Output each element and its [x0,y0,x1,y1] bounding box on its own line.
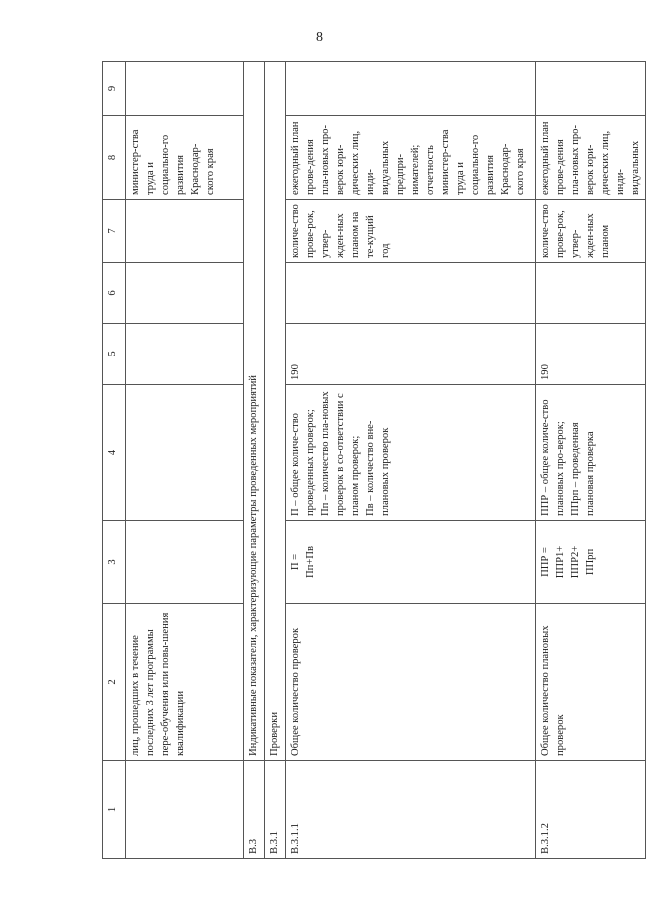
table-cell [126,521,244,604]
row-source: ежегодный план прове-дения пла-новых про-верок юри-дических лиц, инди-видуальных [536,116,646,200]
row-value: 190 [286,324,536,385]
rotated-table-content [102,62,641,859]
table-cell [536,263,646,324]
column-number: 6 [103,263,126,324]
table-cell [536,62,646,116]
row-name: Общее количество плановых проверок [536,604,646,761]
row-code: В.3.1.2 [536,761,646,859]
row-unit: количе-ство прове-рок, утвер-жден-ных планом [536,200,646,263]
subsection-title: Проверки [265,62,286,761]
row-description: ППР – общее количе-ство плановых про-верок; ППрп – проведенная плановая проверка [536,385,646,521]
subsection-row [265,62,286,859]
row-description: П – общее количе-ство проведенных проверок; Пп – количество пла-новых проверок в со-ответствии с планом проверок; Пв – количество вне-плановых проверок [286,385,536,521]
column-number: 5 [103,324,126,385]
subsection-code: В.3.1 [265,761,286,859]
table-cell [126,200,244,263]
page-number: 8 [316,30,323,45]
row-formula: ППР = ППР1+ ППР2+ ППрп [536,521,646,604]
table-cell: лиц, прошедших в течение последних 3 лет программы пере-обучения или повы-шения квалификации [126,604,244,761]
table-cell [126,324,244,385]
rotated-table-frame [102,62,641,859]
row-name: Общее количество проверок [286,604,536,761]
row-formula: П = Пп+Пв [286,521,536,604]
column-number: 9 [103,62,126,116]
row-code: В.3.1.1 [286,761,536,859]
column-number: 2 [103,604,126,761]
row-unit: количе-ство прове-рок, утвер-жден-ных планом на те-кущий год [286,200,536,263]
indicator-table [102,61,646,859]
section-code: В.3 [244,761,265,859]
row-value: 190 [536,324,646,385]
column-number: 8 [103,116,126,200]
column-number: 1 [103,761,126,859]
column-number-row [103,62,126,859]
table-row [286,62,536,859]
row-source: ежегодный план прове-дения пла-новых про-верок юри-дических лиц, инди-видуальных предпри-нимателей; отчетность министер-ства труда и социально-го развития Краснодар-ского края [286,116,536,200]
table-cell [286,62,536,116]
column-number: 7 [103,200,126,263]
continued-row [126,62,244,859]
section-row [244,62,265,859]
table-cell: министер-ства труда и социально-го развития Краснодар-ского края [126,116,244,200]
table-cell [286,263,536,324]
table-cell [126,761,244,859]
table-cell [126,263,244,324]
column-number: 4 [103,385,126,521]
table-cell [126,62,244,116]
table-row [536,62,646,859]
column-number: 3 [103,521,126,604]
table-cell [126,385,244,521]
section-title: Индикативные показатели, характеризующие параметры проведенных мероприятий [244,62,265,761]
